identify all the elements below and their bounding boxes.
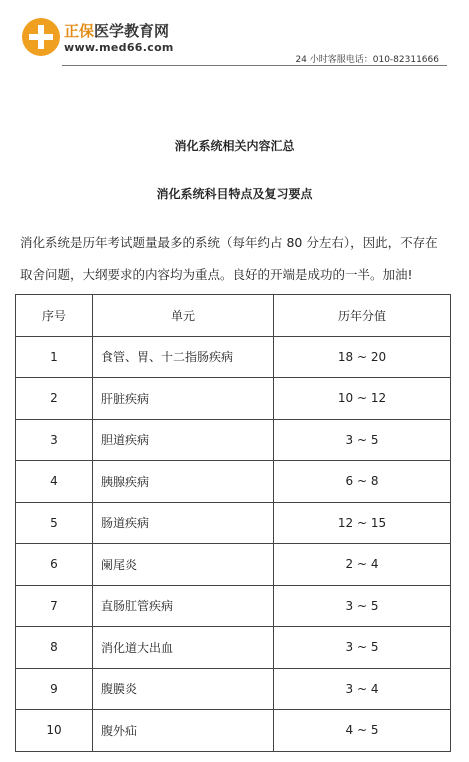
brand-name <box>64 20 169 41</box>
cell-score: 2 ~ 4 <box>274 544 451 586</box>
table-row <box>16 544 451 586</box>
cell-unit: 腹膜炎 <box>93 668 274 710</box>
cell-score: 3 ~ 5 <box>274 585 451 627</box>
cell-index: 6 <box>16 544 93 586</box>
table-row <box>16 378 451 420</box>
table-row <box>16 461 451 503</box>
cell-score: 3 ~ 4 <box>274 668 451 710</box>
cell-index: 1 <box>16 336 93 378</box>
brand-url: www.med66.com <box>64 41 174 54</box>
document-title: 消化系统相关内容汇总 <box>174 139 295 153</box>
page-header <box>0 0 469 70</box>
cell-score: 18 ~ 20 <box>274 336 451 378</box>
table-header-row <box>16 295 451 337</box>
cell-index: 7 <box>16 585 93 627</box>
brand-rest: 医学教育网 <box>94 22 170 40</box>
cell-index: 4 <box>16 461 93 503</box>
cell-index: 8 <box>16 627 93 669</box>
cell-score: 4 ~ 5 <box>274 710 451 752</box>
cell-unit: 消化道大出血 <box>93 627 274 669</box>
cell-score: 3 ~ 5 <box>274 419 451 461</box>
cell-index: 3 <box>16 419 93 461</box>
header-unit: 单元 <box>93 295 274 337</box>
cell-score: 6 ~ 8 <box>274 461 451 503</box>
table-row <box>16 419 451 461</box>
table-row <box>16 668 451 710</box>
cell-score: 12 ~ 15 <box>274 502 451 544</box>
cell-index: 10 <box>16 710 93 752</box>
table-row <box>16 502 451 544</box>
brand-main: 正保 <box>64 22 95 40</box>
cell-unit: 胰腺疾病 <box>93 461 274 503</box>
cell-index: 2 <box>16 378 93 420</box>
table-row <box>16 710 451 752</box>
table-row <box>16 585 451 627</box>
header-index: 序号 <box>16 295 93 337</box>
table-row <box>16 336 451 378</box>
cell-unit: 腹外疝 <box>93 710 274 752</box>
cell-unit: 阑尾炎 <box>93 544 274 586</box>
score-table <box>15 294 451 752</box>
cell-unit: 胆道疾病 <box>93 419 274 461</box>
cell-score: 3 ~ 5 <box>274 627 451 669</box>
header-divider <box>62 65 447 66</box>
cell-unit: 肠道疾病 <box>93 502 274 544</box>
cell-unit: 食管、胃、十二指肠疾病 <box>93 336 274 378</box>
cell-score: 10 ~ 12 <box>274 378 451 420</box>
document-subtitle: 消化系统科目特点及复习要点 <box>156 187 313 201</box>
cell-index: 9 <box>16 668 93 710</box>
logo-cross-icon <box>22 18 60 56</box>
cell-index: 5 <box>16 502 93 544</box>
header-score: 历年分值 <box>274 295 451 337</box>
cell-unit: 直肠肛管疾病 <box>93 585 274 627</box>
table-row <box>16 627 451 669</box>
hotline-text: 24 小时客服电话：010-82311666 <box>295 55 439 65</box>
intro-paragraph: 消化系统是历年考试题量最多的系统（每年约占 80 分左右），因此，不存在取舍问题，大纲要求的内容均为重点。良好的开端是成功的一半。加油! <box>20 235 438 282</box>
cell-unit: 肝脏疾病 <box>93 378 274 420</box>
